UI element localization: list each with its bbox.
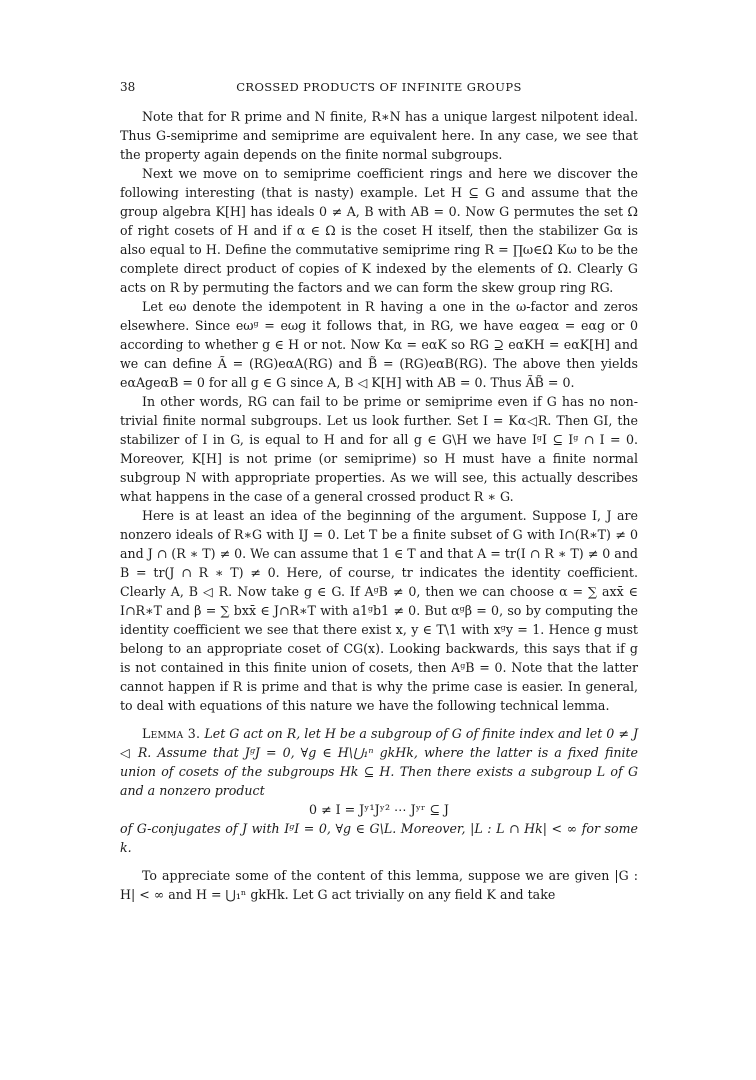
body-text bbox=[120, 107, 638, 904]
running-head: CROSSED PRODUCTS OF INFINITE GROUPS bbox=[236, 80, 522, 94]
paragraph-3: Let eω denote the idempotent in R having a one in the ω-factor and zeros elsewhere. Since eωᵍ = eωg it follows that, in RG, we have eαgeα = eαg or 0 according to whether g ∈ H or not. Now Kα = eαK so RG ⊇ eαKH = eαK[H] and we can define Ã = (RG)eαA(RG) and B̃ = (RG)eαB(RG). The above then yields eαAgeαB = 0 for all g ∈ G since A, B ◁ K[H] with AB = 0. Thus ÃB̃ = 0. bbox=[120, 299, 638, 390]
lemma-continuation: of G-conjugates of J with IᵍI = 0, ∀g ∈ G\L. Moreover, |L : L ∩ Hk| < ∞ for some k. bbox=[120, 821, 638, 855]
page-header bbox=[120, 80, 638, 100]
paragraph-5: Here is at least an idea of the beginning of the argument. Suppose I, J are nonzero ideals of R∗G with IJ = 0. Let T be a finite subset of G with I∩(R∗T) ≠ 0 and J ∩ (R ∗ T) ≠ 0. We can assume that 1 ∈ T and that A = tr(I ∩ R ∗ T) ≠ 0 and B = tr(J ∩ R ∗ T) ≠ 0. Here, of course, tr indicates the identity coefficient. Clearly A, B ◁ R. Now take g ∈ G. If AᵍB ≠ 0, then we can choose α = ∑ axx̄ ∈ I∩R∗T and β = ∑ bxx̄ ∈ J∩R∗T with a1ᵍb1 ≠ 0. But αᵍβ = 0, so by computing the identity coefficient we see that there exist x, y ∈ T\1 with xᵍy = 1. Hence g must belong to an appropriate coset of CG(x). Looking backwards, this says that if g is not contained in this finite union of cosets, then AᵍB = 0. Note that the latter cannot happen if R is prime and that is why the prime case is easier. In general, to deal with equations of this nature we have the following technical lemma. bbox=[120, 508, 638, 713]
paragraph-2: Next we move on to semiprime coefficient rings and here we discover the following interesting (that is nasty) example. Let H ⊆ G and assume that the group algebra K[H] has ideals 0 ≠ A, B with AB = 0. Now G permutes the set Ω of right cosets of H and if α ∈ Ω is the coset H itself, then the stabilizer Gα is also equal to H. Define the commutative semiprime ring R = ∏ω∈Ω Kω to be the complete direct product of copies of K indexed by the elements of Ω. Clearly G acts on R by permuting the factors and we can form the skew group ring RG. bbox=[120, 166, 638, 295]
paragraph-4: In other words, RG can fail to be prime or semiprime even if G has no non-trivial finite normal subgroups. Let us look further. Set I = Kα◁R. Then GI, the stabilizer of I in G, is equal to H and for all g ∈ G\H we have IᵍI ⊆ Iᵍ ∩ I = 0. Moreover, K[H] is not prime (or semiprime) so H must have a finite normal subgroup N with appropriate properties. As we will see, this actually describes what happens in the case of a general crossed product R ∗ G. bbox=[120, 394, 638, 504]
lemma-label: Lemma 3. bbox=[142, 726, 201, 741]
lemma-block bbox=[120, 724, 638, 800]
lemma-display-equation: 0 ≠ I = Jʸ¹Jʸ² ⋯ Jʸʳ ⊆ J bbox=[309, 802, 449, 817]
lemma-statement: Let G act on R, let H be a subgroup of G of finite index and let 0 ≠ J ◁ R. Assume that JᵍJ = 0, ∀g ∈ H\⋃₁ⁿ gkHk, where the latter is a fixed finite union of cosets of the subgroups Hk ⊆ H. Then there exists a subgroup L of G and a nonzero product bbox=[120, 726, 638, 798]
paragraph-1: Note that for R prime and N finite, R∗N has a unique largest nilpotent ideal. Thus G-semiprime and semiprime are equivalent here. In any case, we see that the property again depends on the finite normal subgroups. bbox=[120, 109, 638, 162]
closing-paragraph: To appreciate some of the content of this lemma, suppose we are given |G : H| < ∞ and H = ⋃₁ⁿ gkHk. Let G act trivially on any field K and take bbox=[120, 868, 638, 902]
page-number: 38 bbox=[120, 80, 136, 94]
